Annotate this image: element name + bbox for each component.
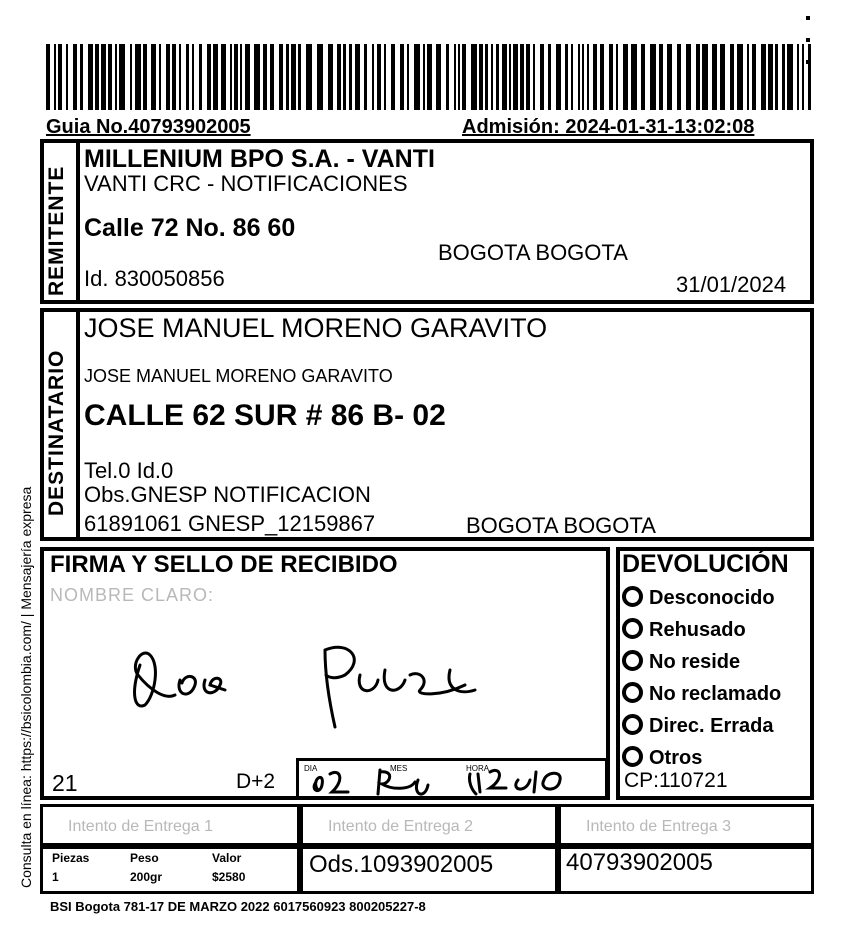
destinatario-obs: Obs.GNESP NOTIFICACION xyxy=(84,482,371,507)
remitente-company: MILLENIUM BPO S.A. - VANTI xyxy=(84,145,435,173)
nombre-claro-label: NOMBRE CLARO: xyxy=(50,585,215,605)
barcode-bar xyxy=(172,44,176,110)
dia-label: DIA xyxy=(304,764,318,773)
barcode-bar xyxy=(720,44,725,110)
barcode-bar xyxy=(54,44,56,110)
barcode-bar xyxy=(270,44,274,110)
remitente-id: Id. 830050856 xyxy=(84,266,225,291)
barcode-bar xyxy=(491,44,493,110)
radio-icon xyxy=(622,586,643,607)
scan-dot xyxy=(806,60,810,64)
barcode-bar xyxy=(761,44,766,110)
barcode-bar xyxy=(407,44,409,110)
barcode-bar xyxy=(240,44,242,110)
barcode-bar xyxy=(207,44,211,110)
radio-icon xyxy=(622,618,643,639)
barcode-bar xyxy=(230,44,232,110)
firma-title: FIRMA Y SELLO DE RECIBIDO xyxy=(50,551,398,578)
barcode-bar xyxy=(641,44,645,110)
destinatario-address: CALLE 62 SUR # 86 B- 02 xyxy=(84,399,446,432)
valor-label: Valor xyxy=(212,851,242,865)
barcode-bar xyxy=(343,44,346,110)
remitente-city: BOGOTA BOGOTA xyxy=(438,240,628,265)
intento-2-label: Intento de Entrega 2 xyxy=(328,818,473,835)
scan-dot xyxy=(806,16,810,20)
barcode-bar xyxy=(414,44,420,110)
devolucion-title: DEVOLUCIÓN xyxy=(622,550,789,578)
destinatario-label: DESTINATARIO xyxy=(45,349,68,516)
barcode-bar xyxy=(471,44,477,110)
barcode-bar xyxy=(458,44,460,110)
barcode-bar xyxy=(712,44,717,110)
destinatario-name-secondary: JOSE MANUEL MORENO GARAVITO xyxy=(84,366,393,386)
barcode-bar xyxy=(565,44,568,110)
barcode-bar xyxy=(66,44,68,110)
barcode-bar xyxy=(454,44,456,110)
barcode-bar xyxy=(485,44,488,110)
barcode-bar xyxy=(509,44,511,110)
barcode-bar xyxy=(179,44,181,110)
barcode-bar xyxy=(143,44,147,110)
barcode-bar xyxy=(578,44,580,110)
devolucion-options xyxy=(622,582,781,774)
barcode-bar xyxy=(787,44,793,110)
barcode-bar xyxy=(600,44,604,110)
barcode-bar xyxy=(135,44,141,110)
zone-code: 21 xyxy=(52,770,78,796)
barcode-bar xyxy=(279,44,283,110)
barcode-bar xyxy=(151,44,156,110)
barcode-bar xyxy=(775,44,778,110)
admision-date: Admisión: 2024-01-31-13:02:08 xyxy=(462,116,755,138)
barcode-bar xyxy=(667,44,672,110)
scan-dot xyxy=(806,38,810,42)
destinatario-name: JOSE MANUEL MORENO GARAVITO xyxy=(84,313,548,343)
barcode-bar xyxy=(677,44,681,110)
barcode-bar xyxy=(479,44,483,110)
barcode-bar xyxy=(496,44,499,110)
barcode-bar xyxy=(349,44,352,110)
destinatario-tel: Tel.0 Id.0 xyxy=(84,458,174,483)
radio-icon xyxy=(622,682,643,703)
barcode-bar xyxy=(234,44,238,110)
barcode-bar xyxy=(797,44,799,110)
barcode-bar xyxy=(317,44,323,110)
barcode-bar xyxy=(526,44,530,110)
barcode-bar xyxy=(115,44,117,110)
barcode-bar xyxy=(88,44,93,110)
barcode-bar xyxy=(423,44,425,110)
option-no-reside[interactable]: No reside xyxy=(622,646,781,678)
barcode-bar xyxy=(686,44,691,110)
barcode-bar xyxy=(159,44,161,110)
barcode-bar xyxy=(609,44,613,110)
barcode-bar xyxy=(199,44,202,110)
mes-label: MES xyxy=(390,764,408,773)
remitente-dept: VANTI CRC - NOTIFICACIONES xyxy=(84,171,408,196)
barcode-bar xyxy=(95,44,99,110)
barcode-bar xyxy=(166,44,170,110)
signature xyxy=(120,635,500,735)
radio-icon xyxy=(622,650,643,671)
barcode-bar xyxy=(571,44,573,110)
barcode-bar xyxy=(186,44,189,110)
barcode-bar xyxy=(808,44,811,110)
radio-icon xyxy=(622,714,643,735)
radio-icon xyxy=(622,746,643,767)
hora-label: HORA xyxy=(466,764,490,773)
barcode-bar xyxy=(263,44,267,110)
barcode-bar xyxy=(286,44,289,110)
option-no-reclamado[interactable]: No reclamado xyxy=(622,678,781,710)
barcode-bar xyxy=(400,44,404,110)
barcode-bar xyxy=(587,44,589,110)
guia-number-bottom: 40793902005 xyxy=(566,849,713,876)
piezas-value: 1 xyxy=(52,870,59,884)
barcode-bar xyxy=(101,44,106,110)
barcode-bar xyxy=(213,44,218,110)
barcode-bar xyxy=(502,44,507,110)
piezas-label: Piezas xyxy=(52,851,90,865)
peso-label: Peso xyxy=(130,851,159,865)
remitente-address: Calle 72 No. 86 60 xyxy=(84,214,296,242)
barcode-bar xyxy=(80,44,83,110)
barcode-bar xyxy=(696,44,700,110)
barcode-bar xyxy=(355,44,360,110)
remitente-divider xyxy=(76,143,80,301)
barcode-bar xyxy=(556,44,561,110)
barcode-bar xyxy=(462,44,466,110)
barcode-bar xyxy=(221,44,226,110)
destinatario-divider xyxy=(76,312,80,538)
barcode-bar xyxy=(702,44,708,110)
barcode-bar xyxy=(108,44,112,110)
barcode-bar xyxy=(768,44,773,110)
barcode-bar xyxy=(623,44,628,110)
barcode-bar xyxy=(659,44,663,110)
barcode-bar xyxy=(533,44,535,110)
ods-number: Ods.1093902005 xyxy=(309,851,494,878)
barcode-bar xyxy=(427,44,432,110)
footer-text: BSI Bogota 781-17 DE MARZO 2022 6017560923 800205227-8 xyxy=(50,899,426,914)
option-desconocido[interactable]: Desconocido xyxy=(622,582,781,614)
barcode-bar xyxy=(582,44,584,110)
barcode-bar xyxy=(328,44,333,110)
barcode-bar xyxy=(130,44,132,110)
barcode-bar xyxy=(119,44,125,110)
option-otros[interactable]: Otros xyxy=(622,742,781,774)
barcode-bar xyxy=(593,44,597,110)
barcode-bar xyxy=(747,44,749,110)
barcode-bar xyxy=(46,44,50,110)
barcode-bar xyxy=(513,44,518,110)
barcode-bar xyxy=(306,44,312,110)
barcode-bar xyxy=(616,44,618,110)
peso-value: 200gr xyxy=(130,870,163,884)
intento-3-label: Intento de Entrega 3 xyxy=(586,818,731,835)
barcode-bar xyxy=(384,44,386,110)
delivery-term: D+2 xyxy=(236,770,276,793)
option-rehusado[interactable]: Rehusado xyxy=(622,614,781,646)
barcode-bar xyxy=(802,44,804,110)
barcode-bar xyxy=(192,44,194,110)
barcode-bar xyxy=(782,44,785,110)
barcode-bar xyxy=(631,44,637,110)
barcode-bar xyxy=(548,44,551,110)
barcode-bar xyxy=(650,44,656,110)
barcode xyxy=(46,44,814,110)
remitente-date: 31/01/2024 xyxy=(676,272,787,297)
barcode-bar xyxy=(245,44,250,110)
intento-1-label: Intento de Entrega 1 xyxy=(68,818,213,835)
barcode-bar xyxy=(298,44,301,110)
destinatario-ref: 61891061 GNESP_12159867 xyxy=(84,511,376,536)
barcode-bar xyxy=(540,44,544,110)
barcode-bar xyxy=(372,44,374,110)
barcode-bar xyxy=(364,44,367,110)
destinatario-city: BOGOTA BOGOTA xyxy=(466,513,656,538)
valor-value: $2580 xyxy=(212,870,246,884)
side-info-text: Consulta en línea: https://bsicolombia.com/ | Mensajería expresa xyxy=(18,486,34,888)
barcode-bar xyxy=(291,44,296,110)
barcode-bar xyxy=(737,44,743,110)
barcode-bar xyxy=(377,44,381,110)
guia-number: Guia No.40793902005 xyxy=(46,116,251,138)
barcode-bar xyxy=(73,44,77,110)
handwritten-date xyxy=(300,760,600,798)
barcode-bar xyxy=(752,44,756,110)
barcode-bar xyxy=(520,44,524,110)
barcode-bar xyxy=(730,44,734,110)
barcode-bar xyxy=(254,44,260,110)
barcode-bar xyxy=(337,44,341,110)
barcode-bar xyxy=(436,44,441,110)
cp-code: CP:110721 xyxy=(624,769,728,792)
option-direc-errada[interactable]: Direc. Errada xyxy=(622,710,781,742)
barcode-bar xyxy=(58,44,62,110)
barcode-bar xyxy=(391,44,395,110)
remitente-label: REMITENTE xyxy=(45,165,68,296)
barcode-bar xyxy=(446,44,449,110)
